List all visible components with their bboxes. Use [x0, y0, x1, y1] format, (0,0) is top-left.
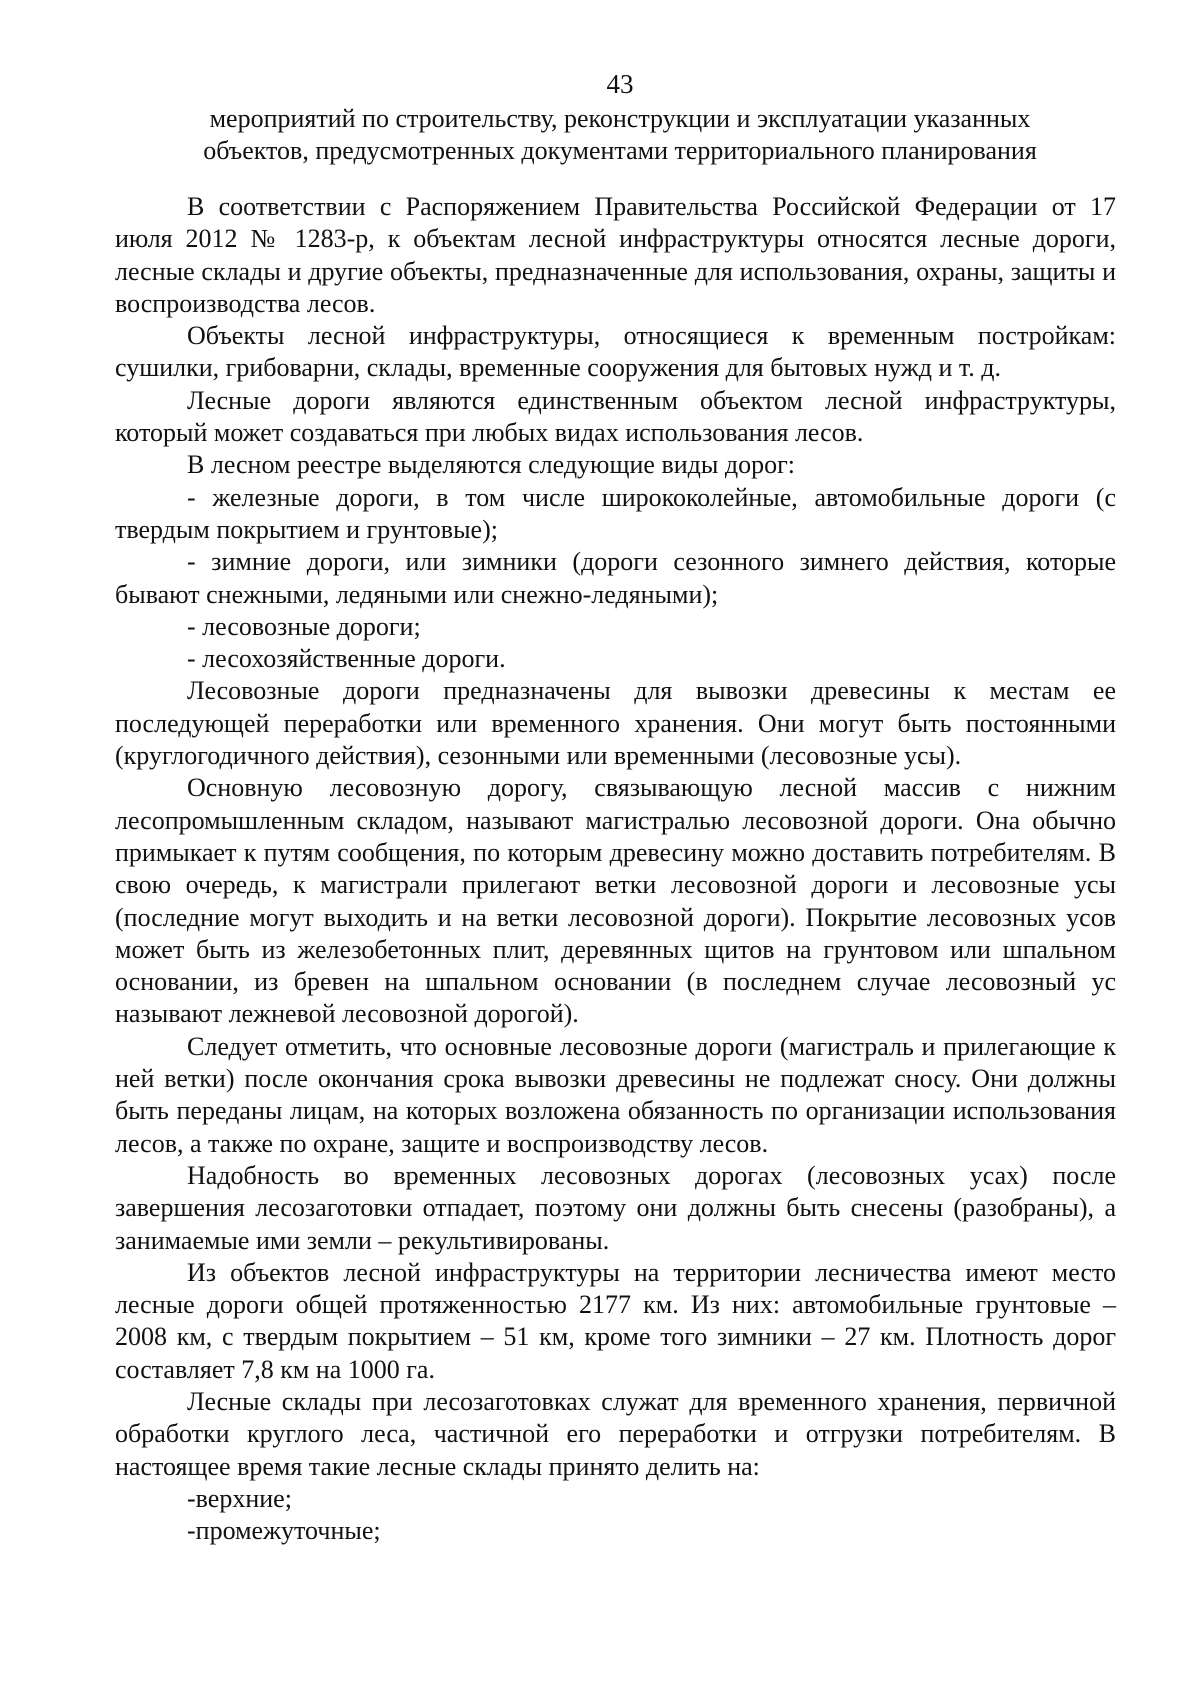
body-text [115, 191, 1116, 1547]
list-item-railways: - железные дороги, в том числе ширококолейные, автомобильные дороги (с твердым покрытием и грунтовые); [115, 482, 1116, 544]
list-item-forestry-roads: - лесохозяйственные дороги. [187, 644, 506, 674]
page-number: 43 [606, 69, 634, 99]
paragraph-infrastructure-definition: В соответствии с Распоряжением Правительства Российской Федерации от 17 июля 2012 № 1283-р, к объектам лесной инфраструктуры относятся лесные дороги, лесные склады и другие объекты, предназначенные для использования, охраны, защиты и воспроизводства лесов. [115, 192, 1116, 318]
paragraph-temporary-roads: Надобность во временных лесовозных дорогах (лесовозных усах) после завершения лесозаготовки отпадает, поэтому они должны быть снесены (разобраны), а занимаемые ими земли – рекультивированы. [115, 1160, 1116, 1255]
paragraph-forest-warehouses: Лесные склады при лесозаготовках служат для временного хранения, первичной обработки круглого леса, частичной его переработки и отгрузки потребителям. В настоящее время такие лесные склады принято делить на: [115, 1386, 1116, 1481]
list-item-upper: -верхние; [187, 1483, 292, 1513]
paragraph-road-types-intro: В лесном реестре выделяются следующие виды дорог: [187, 450, 795, 480]
paragraph-road-statistics: Из объектов лесной инфраструктуры на территории лесничества имеют место лесные дороги общей протяженностью 2177 км. Из них: автомобильные грунтовые – 2008 км, с твердым покрытием – 51 км, кроме того зимники – 27 км. Плотность дорог составляет 7,8 км на 1000 га. [115, 1257, 1116, 1384]
list-item-winter-roads: - зимние дороги, или зимники (дороги сезонного зимнего действия, которые бывают снежными, ледяными или снежно-ледяными); [115, 547, 1116, 609]
paragraph-forest-roads: Лесные дороги являются единственным объектом лесной инфраструктуры, который может создаваться при любых видах использования лесов. [115, 385, 1116, 448]
paragraph-main-logging-road: Основную лесовозную дорогу, связывающую лесной массив с нижним лесопромышленным складом, называют магистралью лесовозной дороги. Она обычно примыкает к путям сообщения, по которым древесину можно доставить потребителям. В свою очередь, к магистрали прилегают ветки лесовозной дороги и лесовозные усы (последние могут выходить и на ветки лесовозной дороги). Покрытие лесовозных усов может быть из железобетонных плит, деревянных щитов на грунтовом или шпальном основании, из бревен на шпальном основании (в последнем случае лесовозный ус называют лежневой лесовозной дорогой). [115, 773, 1116, 1029]
list-item-intermediate: -промежуточные; [187, 1516, 381, 1546]
paragraph-logging-roads-purpose: Лесовозные дороги предназначены для вывозки древесины к местам ее последующей переработки или временного хранения. Они могут быть постоянными (круглогодичного действия), сезонными или временными (лесовозные усы). [115, 676, 1116, 771]
heading-line-2: объектов, предусмотренных документами территориального планирования [203, 136, 1037, 165]
paragraph-temporary-buildings: Объекты лесной инфраструктуры, относящиеся к временным постройкам: сушилки, грибоварни, склады, временные сооружения для бытовых нужд и т. д. [115, 321, 1116, 383]
paragraph-roads-not-demolished: Следует отметить, что основные лесовозные дороги (магистраль и прилегающие к ней ветки) после окончания срока вывозки древесины не подлежат сносу. Они должны быть переданы лицам, на которых возложена обязанность по организации использования лесов, а также по охране, защите и воспроизводству лесов. [115, 1031, 1116, 1158]
heading-line-1: мероприятий по строительству, реконструкции и эксплуатации указанных [209, 104, 1031, 133]
list-item-logging-roads: - лесовозные дороги; [187, 611, 421, 641]
section-heading [140, 103, 1100, 167]
